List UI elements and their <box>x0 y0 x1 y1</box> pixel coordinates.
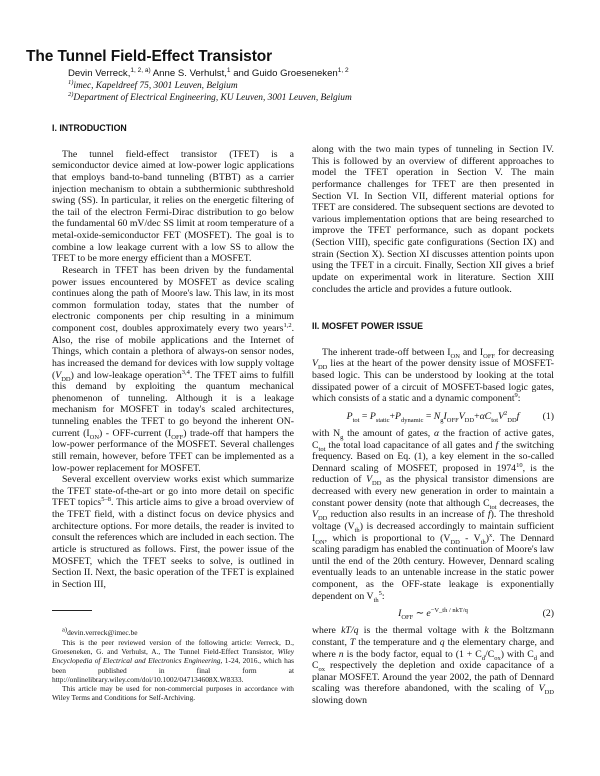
text-run: N <box>433 410 441 422</box>
paragraph <box>52 265 294 474</box>
text-run: n <box>338 648 344 660</box>
text-run: P <box>369 410 376 422</box>
text-run: tot <box>352 416 360 424</box>
text-run: DD <box>61 375 71 383</box>
text-run: 2 <box>504 409 508 417</box>
text-run: OFF <box>401 613 414 621</box>
text-run: static <box>375 416 390 424</box>
text-run: th <box>354 526 360 534</box>
text-run: tot <box>318 445 326 453</box>
text-run: DD <box>464 416 475 424</box>
text-run: 3,4 <box>181 368 190 376</box>
text-run: for decreasing <box>495 346 554 358</box>
text-run: th <box>373 596 379 604</box>
equation-2 <box>312 602 554 625</box>
text-run: x <box>488 531 493 539</box>
footnote-mark: a) <box>62 626 68 634</box>
text-run: . This article aims to give a broad overview of the TFET field, with a distinct focus on device physics and architecture options. For more details, the reader is invited to consult the references which are included in each section. The article is structured as follows. First, the power issue of the MOSFET, which the TFET seeks to solve, is outlined in Section II. Next, the basic operation of the TFET is explained in Section III, <box>52 497 295 590</box>
text-run: 5–8 <box>101 496 111 504</box>
author: and Guido Groeseneken <box>233 68 338 79</box>
text-run: ) trade-off that hampers the low-power performance of the MOSFET. Several challenges still remain, however, before TFET can be implemented as a low-power replacement for MOSFET. <box>52 427 294 474</box>
text-run: , 1-24, 2016., which has been published in final form at http://onlinelibrary.wiley.com/doi/10.1002/047134608X.W8333. <box>52 656 294 684</box>
paragraph <box>312 347 554 405</box>
text-run: . The TFET aims to fulfill this demand by exploiting the quantum mechanical phenomenon of tunneling. Although it is a leakage mechanism for MOSFET in today's scaled architectures, tunneling enables the TFET to go beyond the inherent ON-current (I <box>52 369 294 439</box>
affil-text: imec, Kapeldreef 75, 3001 Leuven, Belgium <box>73 81 238 91</box>
affil-mark: 1) <box>68 78 74 86</box>
paragraph <box>52 149 294 265</box>
text-run: = <box>359 410 370 422</box>
section-heading: II. MOSFET POWER ISSUE <box>312 321 423 332</box>
text-run: V <box>312 509 318 521</box>
author-affil-mark: 1, 2 <box>337 66 349 74</box>
text-run: and C <box>312 648 554 672</box>
text-run: ON <box>315 538 325 546</box>
text-run: + <box>474 410 480 422</box>
paragraph <box>52 474 294 590</box>
author-affil-mark: 1 <box>226 66 231 74</box>
text-run: + <box>389 410 396 422</box>
text-run: I <box>443 410 447 422</box>
text-run: d <box>481 654 485 662</box>
text-run: tot <box>491 416 499 424</box>
equation-number: (1) <box>542 410 554 422</box>
text-run: the elementary charge, and where <box>312 636 555 660</box>
text-run: is the body factor, equal to (1 + C <box>343 648 482 660</box>
text-run: and I <box>459 346 484 358</box>
text-run: d <box>533 654 537 662</box>
text-run: , which is proportional to (V <box>324 532 451 544</box>
text-run: ox <box>318 666 326 674</box>
text-run: e <box>426 607 431 619</box>
equation-number: (2) <box>542 607 554 619</box>
text-run: f <box>495 439 499 451</box>
paragraph <box>312 144 554 295</box>
text-run: respectively the depletion and oxide capacitance of a planar MOSFET. Around the year 2002, the path of Dennard scaling was therefore abandoned, with the scaling of <box>312 660 554 695</box>
text-run: The inherent trade-off between I <box>322 346 451 358</box>
text-run: = <box>423 410 434 422</box>
text-run: DD <box>372 480 382 488</box>
text-run: decreases, the <box>496 497 554 509</box>
affil-text: Department of Electrical Engineering, KU Leuven, 3001 Leuven, Belgium <box>73 93 352 103</box>
text-run: ) - OFF-current (I <box>99 427 172 439</box>
text-run: with N <box>312 427 341 439</box>
text-run: /C <box>485 648 495 660</box>
text-run: : <box>517 393 521 405</box>
text-run: ). The threshold voltage (V <box>312 509 555 532</box>
text-run: f <box>516 410 520 422</box>
text-run: V <box>366 474 373 486</box>
text-run: V <box>458 410 465 422</box>
text-run: the temperature and <box>355 636 440 648</box>
text-run: : <box>381 590 385 602</box>
text-run: the Boltzmann constant, <box>312 625 554 648</box>
equation-body <box>347 411 520 423</box>
affiliation <box>68 78 238 91</box>
footnote-notice <box>52 638 294 684</box>
text-run: - V <box>459 532 481 544</box>
text-run: 5 <box>378 589 382 597</box>
paragraph <box>312 428 554 602</box>
text-run: , is the reduction of <box>312 462 554 486</box>
text-run: OFF <box>483 352 496 360</box>
text-run: ) with C <box>500 648 534 660</box>
text-run: . The Dennard scaling paradigm has enabled the continuation of Moore's law until the end of the 20th century. However, Dennard scaling eventually leads to an untenable increase in the static power component, as the OFF-state leakage is exponentially dependent on V <box>312 532 554 602</box>
footnotes <box>52 628 294 702</box>
text-run: as the physical transistor dimensions are decreased with every new generation in order to maintain a constant power density (note that although C <box>312 474 554 509</box>
text-run: q <box>439 636 445 648</box>
text-run: 9 <box>514 392 518 399</box>
text-run: kT/q <box>341 625 359 637</box>
text-run: αC <box>479 410 492 422</box>
text-run: ) is decreased accordingly to maintain sufficient I <box>312 520 554 544</box>
paper-title: The Tunnel Field-Effect Transistor <box>26 48 273 65</box>
section-heading: I. INTRODUCTION <box>52 123 127 133</box>
text-run: OFF <box>446 416 459 424</box>
text-run: V <box>55 369 62 381</box>
text-run: ON <box>450 352 460 360</box>
text-run: f <box>487 509 491 521</box>
text-run: I <box>398 607 402 619</box>
equation-1 <box>312 405 554 428</box>
text-run: The tunnel field-effect transistor (TFET) is a semiconductor device aimed at low-power logic applications that employs band-to-band tunneling (BTBT) as a carrier injection mechanism to obtain a subthermionic subthreshold swing (SS). In particular, it relies on the energetic filtering of the tail of the electron Fermi-Dirac distribution to go below the fundamental 60 mV/dec SS limit at room temperature of a metal-oxide-semiconductor FET (MOSFET). The goal is to combine a low leakage current with a low SS to allow the TFET to be more energy efficient than a MOSFET. <box>52 148 294 265</box>
equation-body <box>398 608 468 620</box>
text-run: g <box>440 416 444 424</box>
text-run: V <box>312 358 318 370</box>
text-run: the total load capacitance of all gates and <box>325 439 496 451</box>
text-run: is the thermal voltage with <box>358 625 485 637</box>
text-run: slowing down <box>312 695 367 706</box>
text-run: Wiley Encyclopedia of Electrical and Electronics Engineering <box>52 646 294 666</box>
text-run: . Also, the rise of mobile applications and the Internet of Things, which contain a plethora of always-on sensor nodes, has increased the demand for devices with low supply voltage ( <box>52 323 294 381</box>
author: Anne S. Verhulst, <box>152 68 227 79</box>
text-run: the fraction of active gates, C <box>312 427 555 451</box>
text-run: reduction also results in an increase of <box>327 509 488 521</box>
right-column <box>312 144 554 707</box>
text-run: ) and low-leakage operation <box>70 369 182 381</box>
text-run: OFF <box>171 433 184 441</box>
text-run: ) <box>485 532 489 544</box>
left-column <box>52 123 294 703</box>
text-run: k <box>484 625 489 637</box>
footnote-license: This article may be used for non-commercial purposes in accordance with Wiley Terms and Conditions for Self-Archiving. <box>52 684 294 703</box>
text-run: V <box>538 683 545 695</box>
text-run: th <box>480 538 486 546</box>
text-run: ∼ <box>413 607 427 619</box>
text-run: DD <box>507 416 517 424</box>
text-run: dynamic <box>400 416 424 424</box>
text-run: DD <box>317 515 328 523</box>
affiliation <box>68 90 352 103</box>
text-run: lies at the heart of the power density issue of MOSFET-based logic. This can be understood by looking at the total dissipated power of a circuit of MOSFET-based logic gates, which consists of a static and a dynamic component <box>312 358 554 405</box>
text-run: where <box>312 625 342 637</box>
text-run: 10 <box>516 461 523 469</box>
text-run: ox <box>494 654 501 662</box>
text-run: the amount of gates, <box>343 427 434 439</box>
author-list <box>68 68 349 79</box>
text-run: P <box>346 410 353 422</box>
email-link[interactable]: devin.verreck@imec.be <box>67 628 138 638</box>
affil-mark: 2) <box>68 90 74 98</box>
text-run: DD <box>317 364 328 372</box>
text-run: the switching frequency. Based on Eq. (1), a key element in the so-called Dennard scaling of MOSFET, proposed in 1974 <box>312 439 555 474</box>
author: Devin Verreck, <box>68 68 131 79</box>
text-run: DD <box>450 538 460 546</box>
text-run: α <box>433 427 440 439</box>
text-run: g <box>340 433 344 441</box>
text-run: ON <box>89 433 100 441</box>
text-run: Research in TFET has been driven by the fundamental power issues encountered by MOSFET as device scaling continues along the path of Moore's law. This law, in its most common formulation today, states that the number of electronic components per chip resulting in a minimum component cost, doubles approximately every two years <box>52 264 294 334</box>
text-run: This is the peer reviewed version of the following article: Verreck, D., Groeseneken, G. and Verhulst, A., The Tunnel Field-Effect Transistor, <box>52 637 294 656</box>
text-run: along with the two main types of tunneling in Section IV. This is followed by an overview of different approaches to model the TFET operation in Section V. The main performance challenges for TFET are then presented in Section VI. In Section VII, different material options for TFET are considered. The subsequent sections are devoted to various implementation options that are being researched to improve the TFET performance, such as dopant pockets (Section VIII), specific gate configurations (Section IX) and strain (Section X). Section XI discusses attention points upon using the TFET in a circuit. Finally, Section XII gives a brief update on experimental work in literature. Section XIII concludes the article and provides a future outlook. <box>312 144 554 295</box>
text-run: DD <box>544 689 554 697</box>
author-affil-mark: 1, 2, a) <box>130 66 151 74</box>
text-run: V <box>498 410 505 422</box>
text-run: T <box>349 636 356 648</box>
text-run: Several excellent overview works exist which summarize the TFET state-of-the-art or go into more detail on specific TFET topics <box>52 474 294 509</box>
text-run: −V_th / nkT/q <box>430 606 468 614</box>
paragraph <box>312 625 554 706</box>
text-run: P <box>395 410 401 422</box>
text-run: 1,2 <box>283 321 292 329</box>
text-run: tot <box>489 503 497 511</box>
